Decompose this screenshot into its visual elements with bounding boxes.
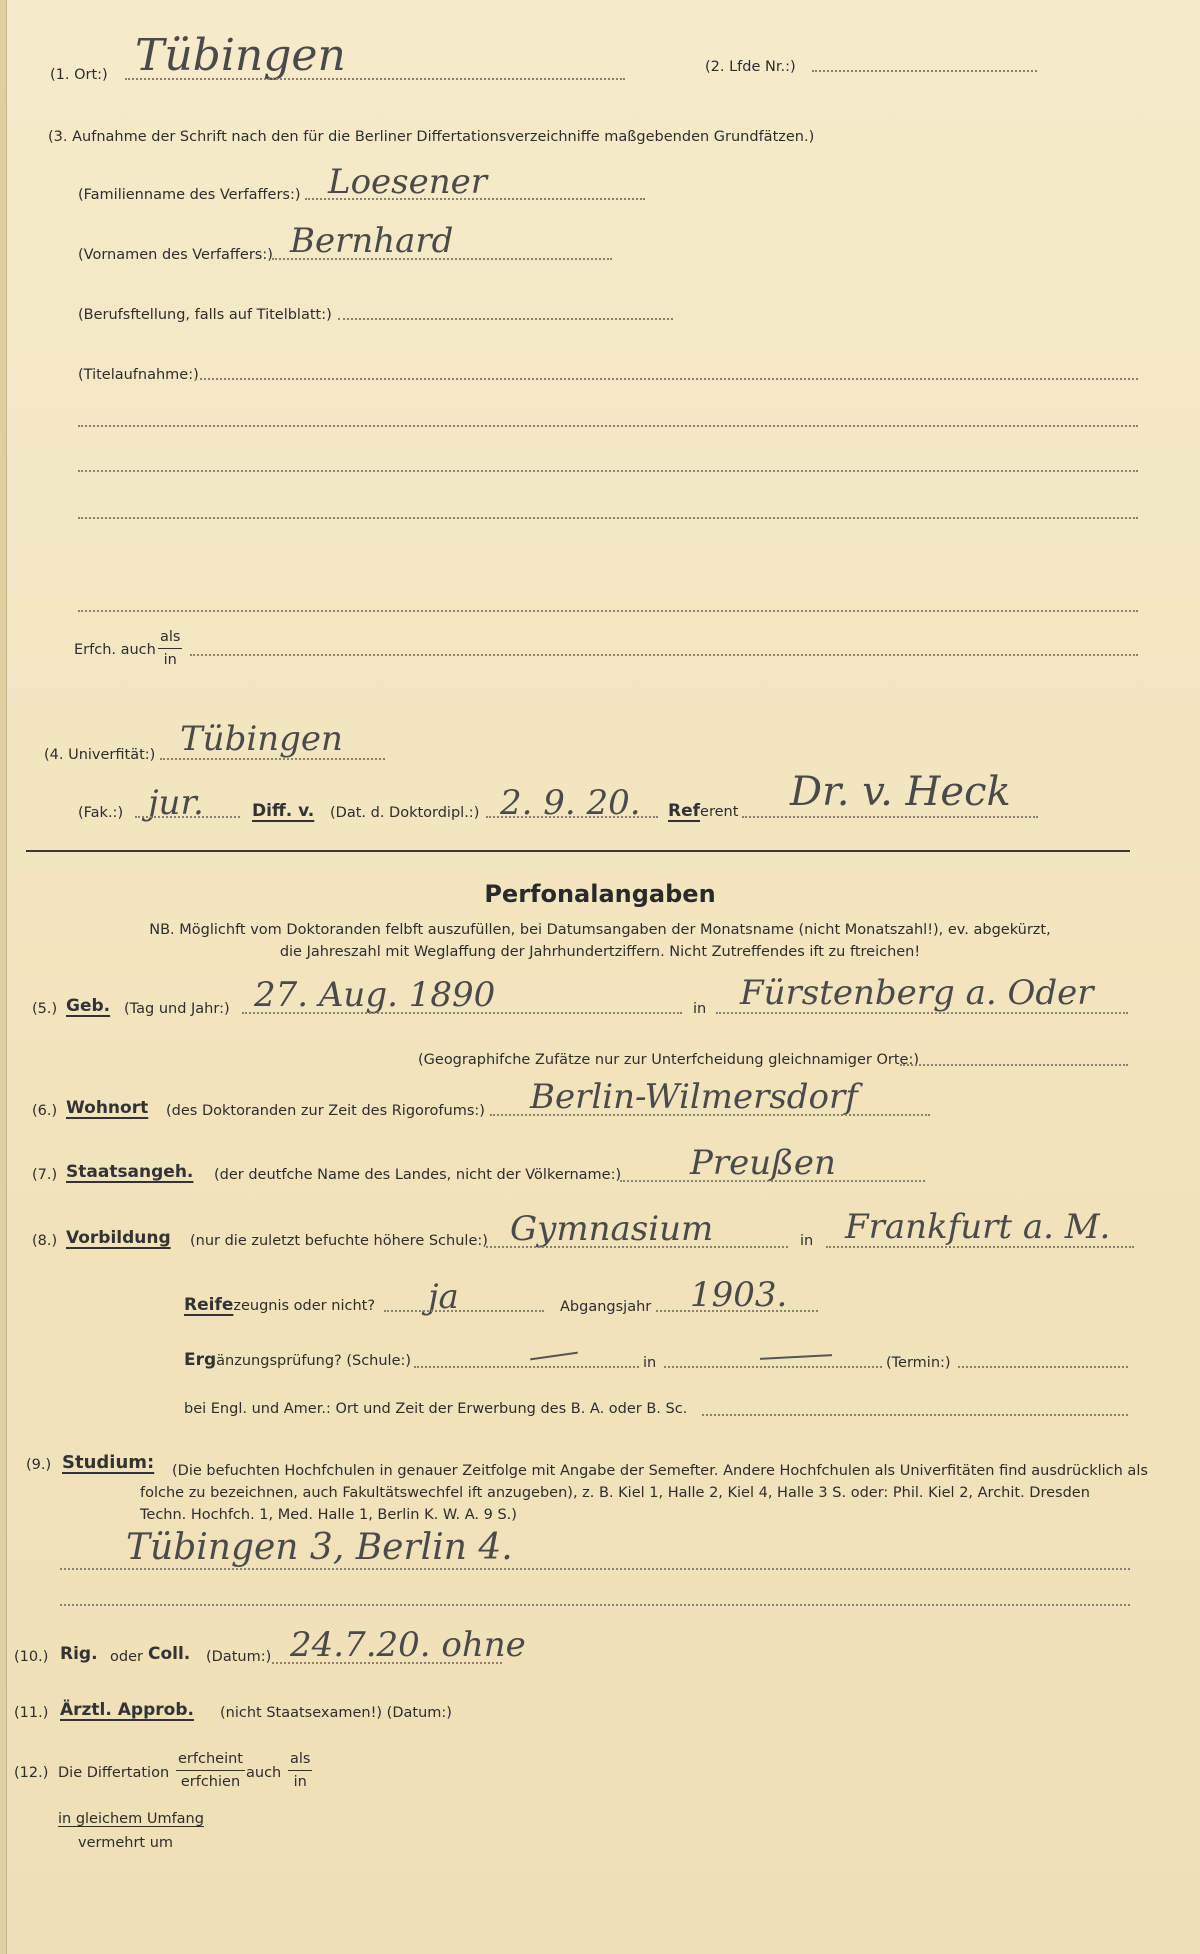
diss12-auch: auch — [246, 1765, 282, 1781]
vorb-in: in — [800, 1233, 814, 1249]
reife-line — [384, 1310, 544, 1312]
ersch-label: Erfch. auch — [74, 642, 156, 658]
abgang-line — [656, 1310, 818, 1312]
referent-line — [742, 816, 1038, 818]
stud-text-1: (Die befuchten Hochfchulen in genauer Zeitfolge mit Angabe der Semefter. Andere Hochfchulen als Univerfitäten find ausdrücklich als — [172, 1463, 1148, 1479]
geb-sub: (Tag und Jahr:) — [124, 1001, 230, 1017]
geb-line — [242, 1012, 682, 1014]
staat-sub: (der deutfche Name des Landes, nicht der Völkername:) — [214, 1167, 622, 1183]
geb-value[interactable]: 27. Aug. 1890 — [254, 975, 496, 1015]
vorb-place[interactable]: Frankfurt a. M. — [845, 1207, 1111, 1247]
erg-place-dash — [760, 1354, 832, 1360]
stud-line-1 — [60, 1568, 1130, 1570]
titel-line-1[interactable] — [195, 378, 1138, 380]
lfde-line[interactable] — [812, 70, 1037, 72]
beruf-label: (Berufsftellung, falls auf Titelblatt:) — [78, 307, 332, 323]
staat-value[interactable]: Preußen — [690, 1143, 836, 1183]
diss12-als[interactable]: als — [288, 1752, 312, 1771]
erschien[interactable]: erfchien — [180, 1773, 241, 1790]
reife-label — [184, 1297, 375, 1314]
wohn-value[interactable]: Berlin-Wilmersdorf — [530, 1077, 858, 1117]
wohn-label: Wohnort — [66, 1098, 149, 1118]
fak-line — [135, 816, 240, 818]
stud-text-3: Techn. Hochfch. 1, Med. Halle 1, Berlin K. W. A. 9 S.) — [140, 1507, 517, 1523]
diss12-in[interactable]: in — [293, 1773, 307, 1790]
arzt-label: Ärztl. Approb. — [60, 1700, 194, 1720]
titel-line-5[interactable] — [78, 610, 1138, 612]
uni-line — [160, 758, 385, 760]
given-line — [272, 258, 612, 260]
stud-num: (9.) — [26, 1457, 52, 1473]
note-line-2: die Jahreszahl mit Weglaffung der Jahrhundertziffern. Nicht Zutreffendes ift zu ftreichen! — [279, 944, 921, 960]
vorb-label: Vorbildung — [66, 1228, 171, 1248]
wohn-num: (6.) — [32, 1103, 58, 1119]
reife-rest: zeugnis oder nicht? — [233, 1298, 376, 1314]
uni-label: (4. Univerfität:) — [44, 747, 156, 763]
page-edge — [0, 0, 7, 1954]
referent-rest: erent — [700, 804, 739, 820]
referent-bold: Ref — [668, 801, 701, 821]
erg-label — [184, 1352, 411, 1369]
erg-place-line[interactable] — [664, 1366, 882, 1368]
engl-line[interactable] — [702, 1414, 1128, 1416]
rig-sub: (Datum:) — [206, 1649, 272, 1665]
ort-value[interactable]: Tübingen — [135, 30, 346, 81]
titel-line-3[interactable] — [78, 470, 1138, 472]
lfde-label: (2. Lfde Nr.:) — [705, 59, 796, 75]
fak-value[interactable]: jur. — [148, 783, 204, 823]
reife-value[interactable]: ja — [428, 1277, 459, 1317]
fak-label: (Fak.:) — [78, 805, 124, 821]
geb-num: (5.) — [32, 1001, 58, 1017]
vermehrt-label[interactable]: vermehrt um — [78, 1835, 174, 1851]
personal-title: Perfonalangaben — [484, 880, 716, 908]
stud-value[interactable]: Tübingen 3, Berlin 4. — [126, 1527, 513, 1568]
abgang-label: Abgangsjahr — [560, 1299, 652, 1315]
vorb-value[interactable]: Gymnasium — [510, 1209, 714, 1249]
section-divider — [26, 850, 1130, 852]
arzt-sub: (nicht Staatsexamen!) (Datum:) — [220, 1705, 452, 1721]
titel-line-2[interactable] — [78, 425, 1138, 427]
stud-text-2: folche zu bezeichnen, auch Fakultätswechfel ift anzugeben), z. B. Kiel 1, Halle 2, Kiel 4, Halle 3 S. oder: Phil. Kiel 2, Archit. Dresden — [140, 1485, 1090, 1501]
umfang-label[interactable]: in gleichem Umfang — [58, 1811, 204, 1827]
given-label: (Vornamen des Verfaffers:) — [78, 247, 273, 263]
erg-school-dash — [530, 1352, 578, 1361]
diss-label: Diff. v. — [252, 801, 315, 821]
ort-label: (1. Ort:) — [50, 67, 108, 83]
geb-place-line — [716, 1012, 1128, 1014]
vorb-line — [486, 1246, 788, 1248]
family-line — [305, 198, 645, 200]
vorb-num: (8.) — [32, 1233, 58, 1249]
reife-bold: Reife — [184, 1295, 234, 1315]
ersch-als-in — [158, 630, 182, 667]
beruf-line[interactable] — [338, 318, 673, 320]
staat-line — [620, 1180, 925, 1182]
dat-label: (Dat. d. Doktordipl.:) — [330, 805, 480, 821]
rig-label: Rig. — [60, 1644, 98, 1664]
vorb-place-line — [826, 1246, 1134, 1248]
diss12-num: (12.) — [14, 1765, 49, 1781]
ort-line — [125, 78, 625, 80]
titel-line-4[interactable] — [78, 517, 1138, 519]
rig-oder: oder — [110, 1649, 143, 1665]
dat-value[interactable]: 2. 9. 20. — [500, 783, 641, 823]
diss12-label: Die Differtation — [58, 1765, 170, 1781]
erg-termin: (Termin:) — [886, 1355, 951, 1371]
stud-label: Studium: — [62, 1452, 155, 1473]
given-value[interactable]: Bernhard — [290, 221, 454, 261]
rig-value[interactable]: 24.7.20. ohne — [290, 1625, 526, 1665]
ersch-line[interactable] — [190, 654, 1138, 656]
ersch-als: als — [158, 630, 182, 649]
geb-in: in — [693, 1001, 707, 1017]
geb-place[interactable]: Fürstenberg a. Oder — [740, 973, 1094, 1013]
erscheint[interactable]: erfcheint — [176, 1752, 245, 1771]
erg-school-line[interactable] — [414, 1366, 639, 1368]
uni-value[interactable]: Tübingen — [180, 719, 343, 759]
erg-rest: änzungsprüfung? (Schule:) — [216, 1353, 412, 1369]
erg-bold: Erg — [184, 1350, 217, 1370]
stud-line-2[interactable] — [60, 1604, 1130, 1606]
staat-label: Staatsangeh. — [66, 1162, 194, 1182]
engl-label: bei Engl. und Amer.: Ort und Zeit der Erwerbung des B. A. oder B. Sc. — [184, 1401, 688, 1417]
geb-label: Geb. — [66, 996, 111, 1016]
ersch-in: in — [163, 651, 177, 668]
wohn-line — [490, 1114, 930, 1116]
rig-num: (10.) — [14, 1649, 49, 1665]
erg-in: in — [643, 1355, 657, 1371]
note-line-1: NB. Möglichft vom Doktoranden felbft auszufüllen, bei Datumsangaben der Monatsname (nicht Monatszahl!), ev. abgekürzt, — [149, 922, 1051, 938]
geo-note: (Geographifche Zufätze nur zur Unterfcheidung gleichnamiger Orte:) — [418, 1052, 919, 1068]
erg-termin-line[interactable] — [958, 1366, 1128, 1368]
family-label: (Familienname des Verfaffers:) — [78, 187, 301, 203]
arzt-num: (11.) — [14, 1705, 49, 1721]
diss12-als-in — [288, 1752, 312, 1789]
coll-label: Coll. — [148, 1644, 191, 1664]
erscheint-erschien — [176, 1752, 245, 1789]
vorb-sub: (nur die zuletzt befuchte höhere Schule:) — [190, 1233, 488, 1249]
aufnahme-label: (3. Aufnahme der Schrift nach den für die Berliner Differtationsverzeichniffe maßgebenden Grundfätzen.) — [48, 129, 815, 145]
staat-num: (7.) — [32, 1167, 58, 1183]
referent-value[interactable]: Dr. v. Heck — [790, 769, 1011, 815]
family-value[interactable]: Loesener — [328, 162, 488, 202]
dat-line — [486, 816, 658, 818]
titel-label: (Titelaufnahme:) — [78, 367, 199, 383]
geo-line[interactable] — [900, 1064, 1128, 1066]
wohn-sub: (des Doktoranden zur Zeit des Rigorofums:) — [166, 1103, 485, 1119]
referent-label — [668, 803, 738, 820]
rig-line — [272, 1662, 502, 1664]
abgang-value[interactable]: 1903. — [690, 1275, 788, 1315]
